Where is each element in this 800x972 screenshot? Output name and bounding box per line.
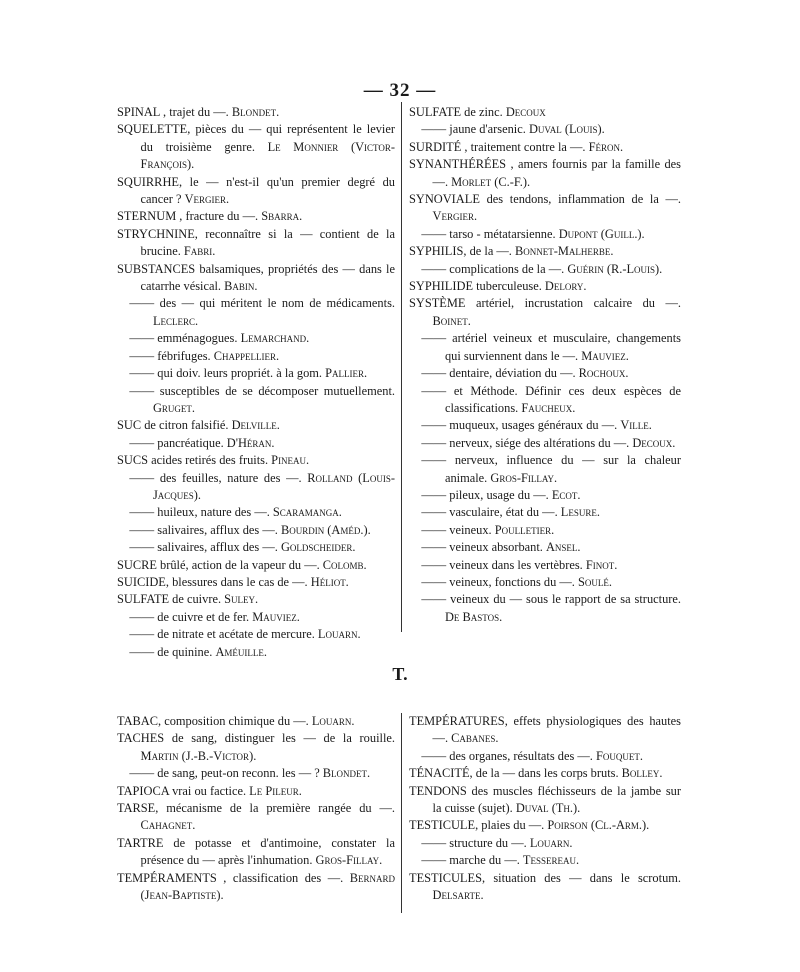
entry-author: D'Héran. (226, 435, 275, 450)
entry-subject: SYPHILIS, de la —. (409, 244, 516, 259)
index-entry (117, 730, 395, 765)
index-entry (409, 522, 681, 539)
index-entry (409, 330, 681, 365)
entry-author: Bolley. (621, 766, 663, 781)
entry-author: Le Pileur. (249, 783, 302, 798)
entry-subject: —— artériel veineux et musculaire, changements qui surviennent dans le —. (421, 331, 681, 363)
entry-author: Sbarra. (261, 209, 303, 224)
index-entry (117, 557, 395, 574)
index-entry (117, 835, 395, 870)
entry-subject: —— de cuivre et de fer. (129, 609, 253, 624)
index-column-bottom-left (117, 713, 395, 904)
entry-subject: SUC de citron falsifié. (117, 418, 232, 433)
entry-author: Blondet. (231, 105, 280, 119)
entry-author: Louarn. (529, 835, 573, 850)
entry-author: Vergier. (184, 192, 230, 207)
index-column-bottom-right (409, 713, 681, 904)
entry-author: Blondet. (322, 766, 371, 781)
index-entry (117, 870, 395, 905)
index-entry (117, 644, 395, 661)
index-entry (117, 383, 395, 418)
entry-subject: STRYCHNINE, reconnaître si la — contient de la brucine. (117, 226, 395, 259)
entry-subject: SYSTÈME artériel, incrustation calcaire du —. (409, 296, 681, 311)
entry-author: Dupont (Guill.). (558, 226, 645, 241)
index-entry (117, 591, 395, 608)
entry-subject: —— salivaires, afflux des —. (129, 540, 281, 555)
entry-author: Poulletier. (494, 522, 555, 537)
index-entry (409, 104, 681, 121)
index-entry (409, 557, 681, 574)
entry-subject: SUBSTANCES balsamiques, propriétés des — dans le catarrhe vésical. (117, 261, 395, 294)
index-entry (117, 522, 395, 539)
entry-author: Scaramanga. (272, 505, 342, 520)
entry-author: Féron. (588, 139, 624, 154)
entry-author: Leclerc. (152, 313, 199, 328)
entry-subject: —— des organes, résultats des —. (421, 748, 596, 763)
index-entry (409, 435, 681, 452)
entry-subject: SYPHILIDE tuberculeuse. (409, 279, 545, 294)
entry-subject: SYNANTHÉRÉES , amers fournis par la famille des —. (409, 157, 681, 189)
entry-author: Pineau. (271, 453, 310, 468)
entry-author: Rolland (Louis-Jacques). (152, 470, 395, 502)
entry-author: Faucheux. (521, 400, 576, 415)
entry-author: Poirson (Cl.-Arm.). (547, 818, 650, 833)
entry-author: Mauviez. (252, 609, 300, 624)
index-entry (409, 261, 681, 278)
index-entry (409, 121, 681, 138)
entry-author: Le Monnier (Victor-François). (140, 139, 395, 172)
entry-subject: —— fébrifuges. (129, 348, 214, 363)
index-entry (117, 470, 395, 505)
entry-subject: —— des feuilles, nature des —. (129, 470, 308, 485)
index-entry (117, 574, 395, 591)
entry-author: Babin. (224, 279, 258, 294)
index-entry (117, 713, 395, 730)
entry-author: Pallier. (325, 366, 368, 381)
entry-author: Lemarchand. (240, 331, 310, 346)
entry-author: Bonnet-Malherbe. (515, 244, 614, 259)
entry-author: Ansel. (545, 540, 581, 555)
entry-subject: TESTICULE, plaies du —. (409, 818, 548, 833)
entry-subject: —— huileux, nature des —. (129, 505, 273, 520)
entry-author: Morlet (C.-F.). (451, 174, 531, 189)
entry-subject: —— pancréatique. (129, 435, 227, 450)
index-entry (117, 417, 395, 434)
entry-author: Bernard (Jean-Baptiste). (140, 870, 395, 903)
index-entry (409, 574, 681, 591)
entry-subject: —— de nitrate et acétate de mercure. (129, 627, 318, 642)
entry-subject: —— qui doiv. leurs propriét. à la gom. (129, 366, 326, 381)
index-entry (409, 817, 681, 834)
page-number: — 32 — (363, 80, 437, 101)
index-entry (409, 591, 681, 626)
index-entry (409, 243, 681, 260)
entry-subject: —— tarso - métatarsienne. (421, 226, 559, 241)
entry-subject: —— de quinine. (129, 644, 216, 659)
index-column-top-right (409, 104, 681, 626)
entry-author: Héliot. (310, 574, 349, 589)
index-entry (117, 174, 395, 209)
entry-subject: SQUELETTE, pièces du — qui représentent le levier du troisième genre. (117, 122, 395, 154)
entry-author: Goldscheider. (280, 540, 356, 555)
entry-subject: —— veineux dans les vertèbres. (421, 557, 586, 572)
entry-subject: SULFATE de cuivre. (117, 592, 225, 607)
index-column-top-left (117, 104, 395, 661)
index-entry (409, 191, 681, 226)
entry-subject: TEMPÉRATURES, effets physiologiques des hautes —. (409, 714, 681, 746)
index-entry (117, 504, 395, 521)
index-entry (409, 278, 681, 295)
entry-subject: SUCRE brûlé, action de la vapeur du —. (117, 557, 323, 572)
index-entry (117, 104, 395, 121)
index-entry (117, 261, 395, 296)
entry-subject: —— vasculaire, état du —. (421, 505, 561, 520)
entry-author: Suley. (224, 592, 259, 607)
entry-author: Martin (J.-B.-Victor). (140, 748, 257, 763)
index-entry (117, 365, 395, 382)
index-entry (117, 208, 395, 225)
entry-subject: —— nerveux, influence du — sur la chaleur animale. (421, 453, 681, 485)
entry-author: Fouquet. (596, 748, 643, 763)
entry-author: Finot. (585, 557, 618, 572)
entry-subject: —— des — qui méritent le nom de médicaments. (129, 296, 395, 311)
entry-author: Ecot. (551, 487, 581, 502)
entry-subject: —— jaune d'arsenic. (421, 122, 529, 137)
entry-author: Duval (Th.). (515, 801, 581, 816)
index-entry (409, 156, 681, 191)
section-letter-heading: T. (392, 664, 408, 684)
entry-subject: —— salivaires, afflux des —. (129, 522, 281, 537)
entry-author: Delory. (544, 279, 587, 294)
entry-subject: —— structure du —. (421, 835, 530, 850)
entry-author: Duval (Louis). (528, 122, 605, 137)
entry-author: Decoux (505, 105, 546, 119)
index-entry (409, 870, 681, 905)
index-entry (117, 226, 395, 261)
entry-subject: —— susceptibles de se décomposer mutuellement. (129, 383, 395, 398)
entry-author: Soulé. (578, 574, 612, 589)
index-entry (117, 452, 395, 469)
entry-author: Bourdin (Améd.). (280, 522, 371, 537)
index-entry (409, 783, 681, 818)
entry-subject: TABAC, composition chimique du —. (117, 714, 312, 728)
entry-author: Decoux. (632, 435, 676, 450)
entry-author: De Bastos. (444, 609, 503, 624)
index-entry (409, 365, 681, 382)
entry-author: Colomb. (322, 557, 367, 572)
entry-subject: —— pileux, usage du —. (421, 487, 552, 502)
entry-author: Delville. (231, 418, 280, 433)
index-entry (409, 452, 681, 487)
entry-subject: SURDITÉ , traitement contre la —. (409, 139, 589, 154)
column-divider-bottom (401, 713, 402, 913)
index-entry (409, 383, 681, 418)
entry-author: Cabanes. (451, 731, 499, 746)
entry-subject: SUICIDE, blessures dans le cas de —. (117, 574, 311, 589)
entry-subject: —— de sang, peut-on reconn. les — ? (129, 766, 323, 781)
entry-author: Cahagnet. (140, 818, 196, 833)
column-divider-top (401, 102, 402, 632)
entry-subject: —— veineux. (421, 522, 495, 537)
index-entry (409, 295, 681, 330)
entry-subject: —— veineux absorbant. (421, 540, 546, 555)
entry-author: Gros-Fillay. (315, 853, 383, 868)
index-entry (117, 435, 395, 452)
index-entry (117, 800, 395, 835)
entry-author: Boinet. (432, 313, 471, 328)
entry-author: Lesure. (560, 505, 600, 520)
entry-author: Mauviez. (581, 348, 629, 363)
entry-author: Guérin (R.-Louis). (567, 261, 663, 276)
entry-author: Gruget. (152, 400, 195, 415)
entry-subject: TAPIOCA vrai ou factice. (117, 783, 250, 798)
entry-subject: TEMPÉRAMENTS , classification des —. (117, 870, 350, 885)
index-entry (117, 348, 395, 365)
entry-subject: TARSE, mécanisme de la première rangée du —. (117, 801, 395, 816)
entry-author: Ville. (620, 418, 652, 433)
index-entry (409, 417, 681, 434)
entry-author: Rochoux. (578, 366, 629, 381)
index-entry (409, 713, 681, 748)
index-entry (409, 539, 681, 556)
index-entry (409, 765, 681, 782)
index-entry (117, 765, 395, 782)
entry-subject: STERNUM , fracture du —. (117, 209, 262, 224)
entry-subject: —— veineux, fonctions du —. (421, 574, 578, 589)
index-entry (409, 748, 681, 765)
entry-author: Chappellier. (213, 348, 280, 363)
entry-subject: SUCS acides retirés des fruits. (117, 453, 272, 468)
entry-subject: TENDONS des muscles fléchisseurs de la jambe sur la cuisse (sujet). (409, 783, 681, 816)
entry-subject: TACHES de sang, distinguer les — de la rouille. (117, 731, 395, 746)
entry-subject: —— dentaire, déviation du —. (421, 366, 579, 381)
entry-author: Delsarte. (432, 888, 484, 903)
index-entry (409, 835, 681, 852)
index-entry (117, 783, 395, 800)
entry-subject: —— muqueux, usages généraux du —. (421, 418, 621, 433)
entry-author: Gros-Fillay. (490, 470, 558, 485)
entry-author: Améuille. (215, 644, 267, 659)
entry-subject: —— et Méthode. Définir ces deux espèces de classifications. (421, 383, 681, 415)
index-entry (117, 295, 395, 330)
index-entry (117, 330, 395, 347)
entry-author: Tessereau. (522, 853, 580, 868)
entry-subject: SYNOVIALE des tendons, inflammation de la —. (409, 192, 681, 207)
entry-subject: —— emménagogues. (129, 331, 241, 346)
entry-subject: —— veineux du — sous le rapport de sa structure. (421, 592, 681, 607)
index-entry (409, 852, 681, 869)
entry-subject: TARTRE de potasse et d'antimoine, constater la présence du — après l'inhumation. (117, 835, 395, 868)
index-entry (117, 539, 395, 556)
index-entry (409, 226, 681, 243)
index-entry (117, 626, 395, 643)
entry-subject: SPINAL , trajet du —. (117, 105, 232, 119)
index-entry (409, 139, 681, 156)
entry-subject: —— marche du —. (421, 853, 523, 868)
entry-subject: TESTICULES, situation des — dans le scrotum. (409, 870, 681, 885)
index-entry (117, 609, 395, 626)
entry-author: Vergier. (432, 209, 478, 224)
entry-author: Fabri. (183, 244, 216, 259)
index-entry (409, 487, 681, 504)
index-entry (117, 121, 395, 173)
entry-subject: —— complications de la —. (421, 261, 568, 276)
entry-author: Louarn. (317, 627, 361, 642)
index-entry (409, 504, 681, 521)
entry-subject: SQUIRRHE, le — n'est-il qu'un premier degré du cancer ? (117, 174, 395, 207)
entry-author: Louarn. (311, 714, 355, 728)
entry-subject: —— nerveux, siége des altérations du —. (421, 435, 633, 450)
entry-subject: TÉNACITÉ, de la — dans les corps bruts. (409, 766, 622, 781)
entry-subject: SULFATE de zinc. (409, 105, 506, 119)
